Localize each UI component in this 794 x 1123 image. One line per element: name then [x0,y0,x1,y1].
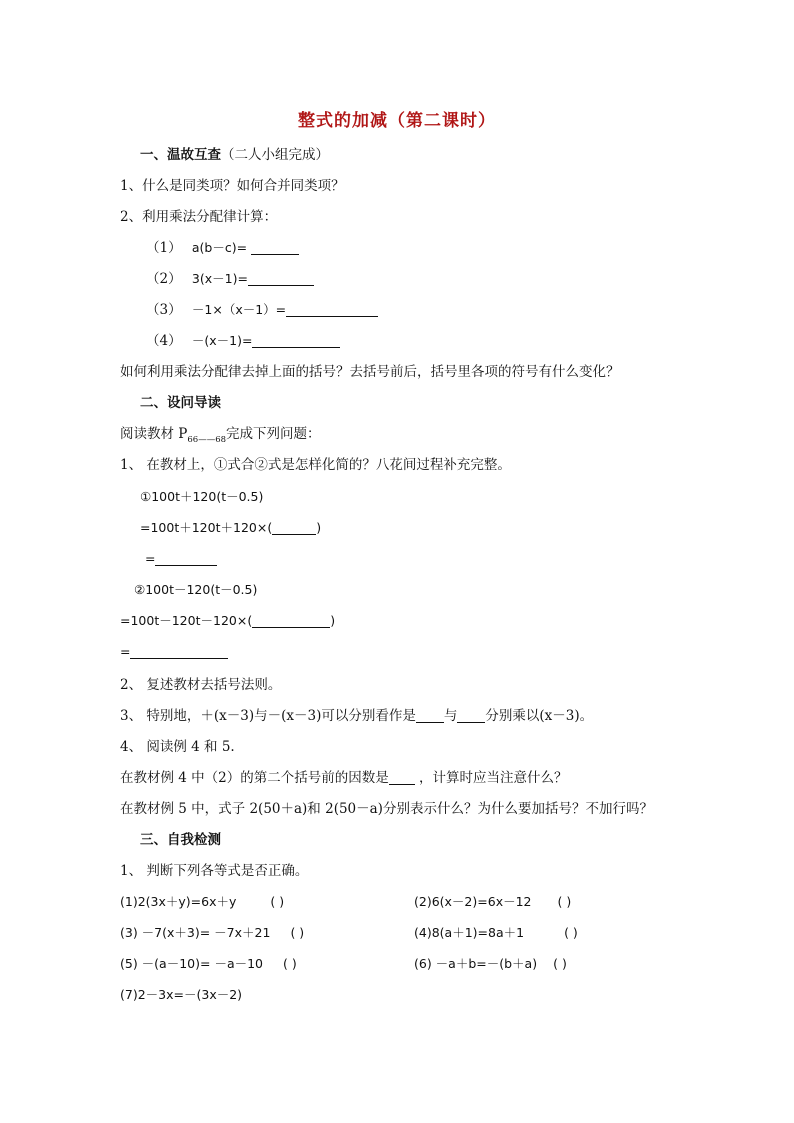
question-text: 分别乘以(x－3)。 [485,708,594,724]
judge-answer-paren[interactable]: ( ) [564,925,578,940]
equation-text: ) [330,613,336,628]
section1-reflection-question: 如何利用乘法分配律去掉上面的括号？去括号前后，括号里各项的符号有什么变化？ [120,364,620,380]
judge-item-3 [120,924,304,942]
item-label: （1） [146,240,182,256]
answer-blank[interactable] [416,709,444,723]
answer-blank[interactable] [457,709,485,723]
judge-expression: (3) －7(x＋3)= －7x＋21 [120,925,271,940]
judge-expression: (5) －(a－10)= －a－10 [120,956,264,971]
judge-item-2 [414,893,571,911]
item-label: （4） [146,333,182,349]
equation-text: =100t＋120t＋120×( [140,520,273,535]
equation-text: =100t－120t－120×( [120,613,253,628]
section2-question-1: 1、 在教材上，①式合②式是怎样化简的？八花间过程补充完整。 [120,457,511,473]
distribute-item-2 [146,270,314,288]
answer-blank[interactable] [155,552,217,566]
equation-1-line-3 [145,550,217,568]
judge-expression: (4)8(a＋1)=8a＋1 [414,925,525,940]
equation-text: = [145,551,156,566]
equation-text: = [120,644,131,659]
judge-item-1 [120,893,284,911]
equation-1-line-1: ①100t＋120(t－0.5) [140,489,264,504]
answer-blank[interactable] [130,645,228,659]
answer-blank[interactable] [286,303,378,317]
section2-question-2: 2、 复述教材去括号法则。 [120,677,282,693]
section2-question-4b: 在教材例 5 中，式子 2(50＋a)和 2(50－a)分别表示什么？为什么要加括号？不加行吗？ [120,801,653,817]
equation-2-line-2 [120,612,335,630]
item-expression: a(b－c)= [191,240,252,255]
judge-expression: (6) －a＋b=－(b＋a) [414,956,538,971]
section1-question-2: 2、利用乘法分配律计算： [120,209,278,225]
section3-question-1: 1、 判断下列各等式是否正确。 [120,863,309,879]
judge-item-4 [414,924,578,942]
equation-2-line-3 [120,643,228,661]
answer-blank[interactable] [272,521,316,535]
reading-suffix: 完成下列问题： [226,426,321,442]
distribute-item-4 [146,332,340,350]
item-label: （2） [146,271,182,287]
section2-question-4: 4、 阅读例 4 和 5. [120,739,235,755]
item-expression: 3(x－1)= [191,271,248,286]
answer-blank[interactable] [252,334,340,348]
judge-expression: (1)2(3x＋y)=6x＋y [120,894,237,909]
question-text: ，计算时应当注意什么？ [414,770,568,786]
answer-blank[interactable] [251,241,299,255]
section1-heading-row [140,146,329,164]
judge-expression: (7)2－3x=－(3x－2) [120,987,243,1002]
judge-answer-paren[interactable]: ( ) [283,956,297,971]
item-expression: －(x－1)= [191,333,253,348]
section1-heading: 一、温故互查 [140,147,221,163]
question-text: 与 [443,708,458,724]
equation-1-line-2 [140,519,321,537]
judge-item-7 [120,986,242,1004]
answer-blank[interactable] [389,771,415,785]
judge-expression: (2)6(x－2)=6x－12 [414,894,532,909]
equation-text: ) [316,520,322,535]
judge-answer-paren[interactable]: ( ) [290,925,305,940]
judge-item-5 [120,955,297,973]
equation-2-line-1: ②100t－120(t－0.5) [134,582,258,597]
reading-instruction [120,425,321,449]
section2-question-4a [120,769,568,787]
item-label: （3） [146,302,182,318]
judge-answer-paren[interactable]: ( ) [553,956,567,971]
distribute-item-1 [146,239,299,257]
reading-prefix: 阅读教材 P [120,426,188,442]
judge-item-6 [414,955,567,973]
section2-question-3 [120,707,593,725]
section1-note: （二人小组完成） [221,147,329,163]
section3-heading: 三、自我检测 [140,832,221,848]
question-text: 在教材例 4 中（2）的第二个括号前的因数是 [120,770,389,786]
page-range: 66——68 [187,435,227,445]
question-text: 3、 特别地，＋(x－3)与－(x－3)可以分别看作是 [120,708,416,724]
item-expression: －1×（x－1）= [191,302,287,317]
section2-heading: 二、设问导读 [140,395,221,411]
answer-blank[interactable] [252,614,330,628]
distribute-item-3 [146,301,378,319]
answer-blank[interactable] [248,272,314,286]
page-title: 整式的加减（第二课时） [298,111,496,131]
section1-question-1: 1、什么是同类项？如何合并同类项？ [120,178,345,194]
judge-answer-paren[interactable]: ( ) [557,894,572,909]
judge-answer-paren[interactable]: ( ) [270,894,285,909]
